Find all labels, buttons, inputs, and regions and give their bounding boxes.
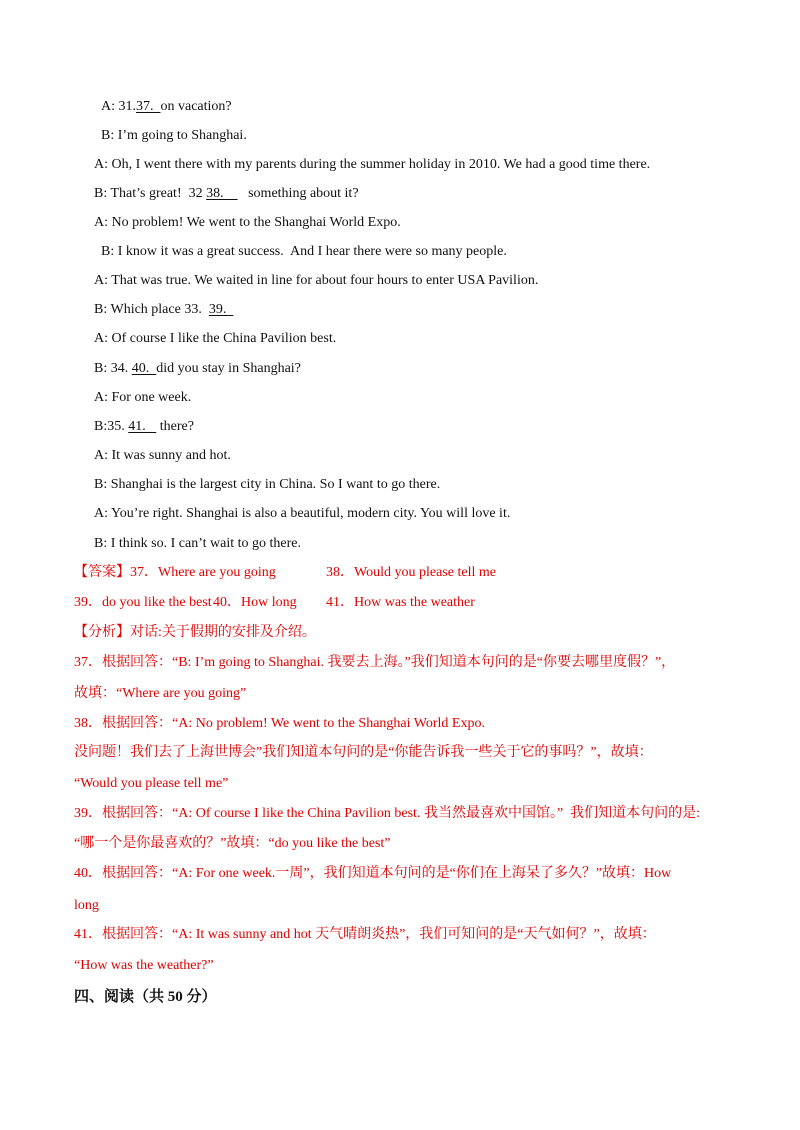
answer-label: 【答案】 — [74, 565, 130, 580]
answer-41: 41．How was the weather — [326, 595, 475, 610]
analysis-label: 【分析】 — [74, 625, 130, 640]
blank-38: 38. — [206, 186, 238, 201]
dialogue-line-33 — [94, 301, 233, 319]
line-prefix: B: 34. — [94, 361, 132, 376]
blank-40: 40. — [131, 361, 157, 376]
line-prefix: B:35. — [94, 419, 129, 434]
answer-38: 38．Would you please tell me — [326, 565, 496, 580]
dialogue-line: B: I’m going to Shanghai. — [101, 128, 247, 143]
dialogue-line: A: It was sunny and hot. — [94, 448, 231, 463]
dialogue-line: B: I think so. I can’t wait to go there. — [94, 536, 301, 551]
answer-37: 37．Where are you going — [130, 565, 276, 580]
blank-39: 39. — [208, 302, 234, 317]
explanation-41: 41．根据回答：“A: It was sunny and hot 天气晴朗炎热”，我们可知问的是“天气如何？”，故填： — [74, 927, 656, 942]
dialogue-line: B: Shanghai is the largest city in China. So I want to go there. — [94, 477, 441, 492]
dialogue-line-32 — [94, 185, 359, 203]
analysis-text: 对话:关于假期的安排及介绍。 — [130, 625, 316, 640]
line-suffix: there? — [156, 419, 194, 434]
dialogue-line: A: For one week. — [94, 390, 192, 405]
dialogue-line-35 — [94, 418, 194, 436]
dialogue-line: A: Of course I like the China Pavilion best. — [94, 331, 337, 346]
dialogue-line: B: I know it was a great success. And I hear there were so many people. — [101, 244, 507, 259]
explanation-38-cont: 没问题！我们去了上海世博会”我们知道本句问的是“你能告诉我一些关于它的事吗？”，故填： — [74, 745, 653, 760]
explanation-37: 37．根据回答：“B: I’m going to Shanghai. 我要去上海。”我们知道本句问的是“你要去哪里度假？”， — [74, 655, 676, 670]
line-suffix: on vacation? — [160, 99, 232, 114]
line-prefix: B: Which place 33. — [94, 302, 209, 317]
answer-39: 39．do you like the best — [74, 595, 212, 610]
explanation-40: 40．根据回答：“A: For one week.一周”，我们知道本句问的是“你们在上海呆了多久？”故填：How — [74, 866, 672, 881]
line-suffix: something about it? — [237, 186, 359, 201]
blank-41: 41. — [128, 419, 157, 434]
line-prefix: B: That’s great! 32 — [94, 186, 207, 201]
explanation-41-answer: “How was the weather?” — [74, 958, 214, 973]
answer-40: 40．How long — [213, 595, 297, 610]
section-heading: 四、阅读（共 50 分） — [74, 989, 217, 1005]
dialogue-line: A: Oh, I went there with my parents during the summer holiday in 2010. We had a good time there. — [94, 157, 651, 172]
explanation-39-cont: “哪一个是你最喜欢的？”故填：“do you like the best” — [74, 836, 391, 851]
dialogue-line: A: That was true. We waited in line for about four hours to enter USA Pavilion. — [94, 273, 539, 288]
dialogue-line-31 — [101, 98, 232, 116]
line-suffix: did you stay in Shanghai? — [156, 361, 301, 376]
explanation-37-cont: 故填：“Where are you going” — [74, 686, 247, 701]
answer-line-1 — [74, 564, 276, 582]
blank-37: 37. — [136, 99, 161, 114]
analysis-intro — [74, 624, 316, 642]
dialogue-line: A: You’re right. Shanghai is also a beautiful, modern city. You will love it. — [94, 506, 511, 521]
dialogue-line-34 — [94, 360, 301, 378]
explanation-38-answer: “Would you please tell me” — [74, 776, 229, 791]
dialogue-line: A: No problem! We went to the Shanghai World Expo. — [94, 215, 401, 230]
line-prefix: A: 31. — [101, 99, 136, 114]
explanation-40-cont: long — [74, 898, 99, 913]
explanation-38: 38．根据回答：“A: No problem! We went to the Shanghai World Expo. — [74, 716, 485, 731]
explanation-39: 39．根据回答：“A: Of course I like the China Pavilion best. 我当然最喜欢中国馆。” 我们知道本句问的是: — [74, 806, 701, 821]
